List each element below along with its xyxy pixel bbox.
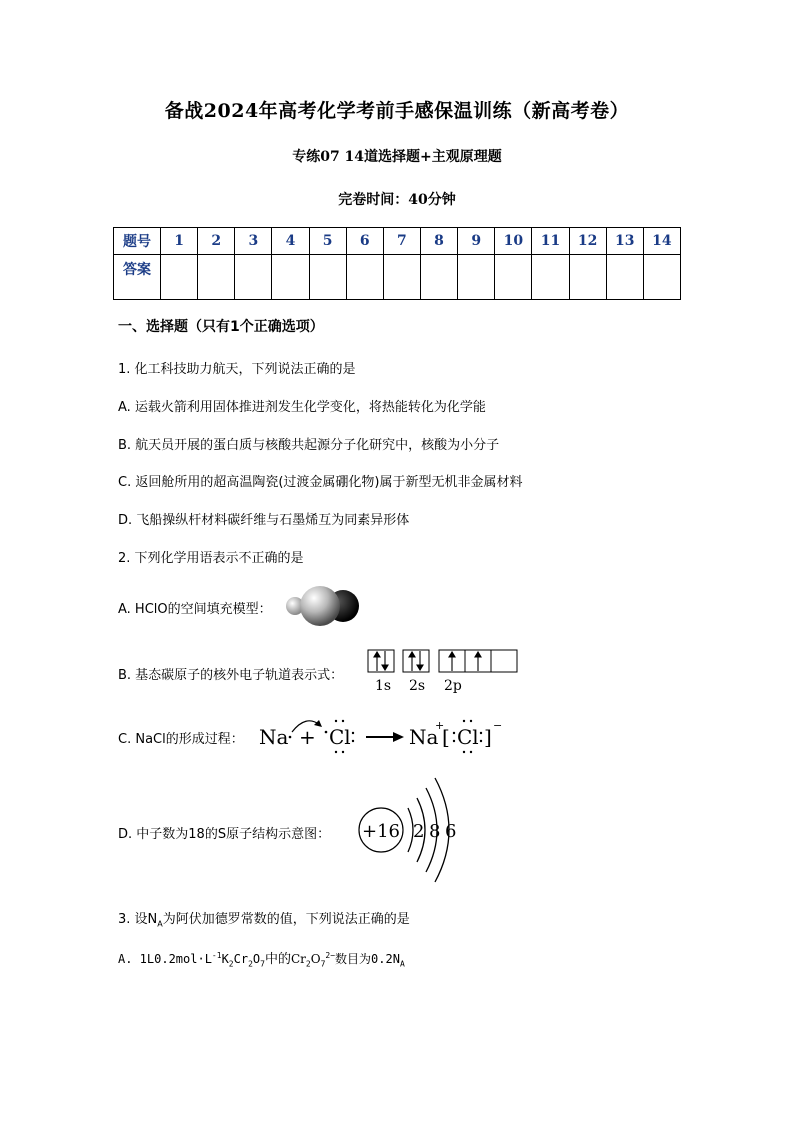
na-symbol-left: Na xyxy=(259,725,289,749)
cl-symbol-right: Cl xyxy=(457,725,479,749)
document-subtitle: 专练07 14道选择题+主观原理题 xyxy=(292,149,502,165)
q1-option-a: A. 运载火箭利用固体推进剂发生化学变化，将热能转化为化学能 xyxy=(118,400,486,415)
nucleus-charge: +16 xyxy=(362,821,400,842)
shell-3-electrons: 6 xyxy=(445,821,457,842)
q2-stem: 2. 下列化学用语表示不正确的是 xyxy=(118,551,304,566)
answer-table xyxy=(113,227,681,300)
question-number-cell: 5 xyxy=(309,228,346,255)
answer-cell[interactable] xyxy=(309,255,346,300)
question-number-cell: 2 xyxy=(198,228,235,255)
q1-option-d: D. 飞船操纵杆材料碳纤维与石墨烯互为同素异形体 xyxy=(118,513,410,528)
section-heading: 一、选择题（只有1个正确选项） xyxy=(118,319,324,335)
answer-row xyxy=(114,255,681,300)
answer-label: 答案 xyxy=(114,255,161,300)
answer-cell[interactable] xyxy=(346,255,383,300)
reaction-arrow xyxy=(366,732,404,742)
question-number-cell: 4 xyxy=(272,228,309,255)
question-number-cell: 10 xyxy=(495,228,532,255)
answer-cell[interactable] xyxy=(532,255,569,300)
plus-sign: + xyxy=(299,725,316,749)
right-bracket: ] xyxy=(484,725,492,749)
q3-option-a: A. $1L0.2mol\cdot L^{-1}K_2Cr_2O_7$中的$Cr_2O_7^{2-}$数目为$0.2N_A$ xyxy=(118,951,405,969)
na-symbol-right: Na xyxy=(409,725,439,749)
answer-cell[interactable] xyxy=(495,255,532,300)
answer-cell[interactable] xyxy=(161,255,198,300)
cl-minus-charge: − xyxy=(493,719,503,732)
question-number-cell: 1 xyxy=(161,228,198,255)
question-number-cell: 7 xyxy=(383,228,420,255)
cl-symbol-left: Cl xyxy=(329,725,351,749)
question-number-cell: 13 xyxy=(606,228,643,255)
q3-stem: 3. 设$N_A$为阿伏加德罗常数的值，下列说法正确的是 xyxy=(118,912,410,929)
q2-option-d: D. 中子数为18的S原子结构示意图： xyxy=(118,827,331,842)
shell-2-electrons: 8 xyxy=(429,821,441,842)
answer-cell[interactable] xyxy=(420,255,457,300)
answer-cell[interactable] xyxy=(383,255,420,300)
question-number-row xyxy=(114,228,681,255)
question-number-cell: 14 xyxy=(643,228,680,255)
label-1s: 1s xyxy=(375,678,392,694)
q1-option-c: C. 返回舱所用的超高温陶瓷(过渡金属硼化物)属于新型无机非金属材料 xyxy=(118,475,523,490)
orbital-2p-box-3 xyxy=(491,650,517,672)
label-2p: 2p xyxy=(444,678,462,694)
nacl-formation-diagram xyxy=(256,712,508,758)
question-number-cell: 3 xyxy=(235,228,272,255)
orbital-1s-box xyxy=(368,650,394,672)
question-number-cell: 11 xyxy=(532,228,569,255)
answer-cell[interactable] xyxy=(643,255,680,300)
chlorine-atom xyxy=(300,586,340,626)
hclo-space-filling-model xyxy=(282,586,364,628)
carbon-orbital-diagram xyxy=(364,647,524,695)
q2-option-b: B. 基态碳原子的核外电子轨道表示式： xyxy=(118,668,344,683)
q1-option-b: B. 航天员开展的蛋白质与核酸共起源分子化研究中，核酸为小分子 xyxy=(118,438,500,453)
label-2s: 2s xyxy=(409,678,426,694)
na-plus-charge: + xyxy=(435,719,445,732)
orbital-2s-box xyxy=(403,650,429,672)
question-number-cell: 6 xyxy=(346,228,383,255)
document-title: 备战2024年高考化学考前手感保温训练（新高考卷） xyxy=(164,100,630,122)
answer-cell[interactable] xyxy=(569,255,606,300)
answer-cell[interactable] xyxy=(272,255,309,300)
answer-cell[interactable] xyxy=(198,255,235,300)
sulfur-atom-structure-diagram xyxy=(355,775,465,887)
q2-option-a: A. HClO的空间填充模型： xyxy=(118,602,272,617)
answer-cell[interactable] xyxy=(458,255,495,300)
answer-cell[interactable] xyxy=(606,255,643,300)
q1-stem: 1. 化工科技助力航天，下列说法正确的是 xyxy=(118,362,356,377)
shell-1-electrons: 2 xyxy=(413,821,425,842)
time-limit: 完卷时间：40分钟 xyxy=(338,192,456,208)
left-bracket: [ xyxy=(442,725,450,749)
q2-option-c: C. NaCl的形成过程： xyxy=(118,732,244,747)
question-number-cell: 8 xyxy=(420,228,457,255)
question-number-cell: 9 xyxy=(458,228,495,255)
answer-cell[interactable] xyxy=(235,255,272,300)
question-number-cell: 12 xyxy=(569,228,606,255)
question-number-label: 题号 xyxy=(114,228,161,255)
